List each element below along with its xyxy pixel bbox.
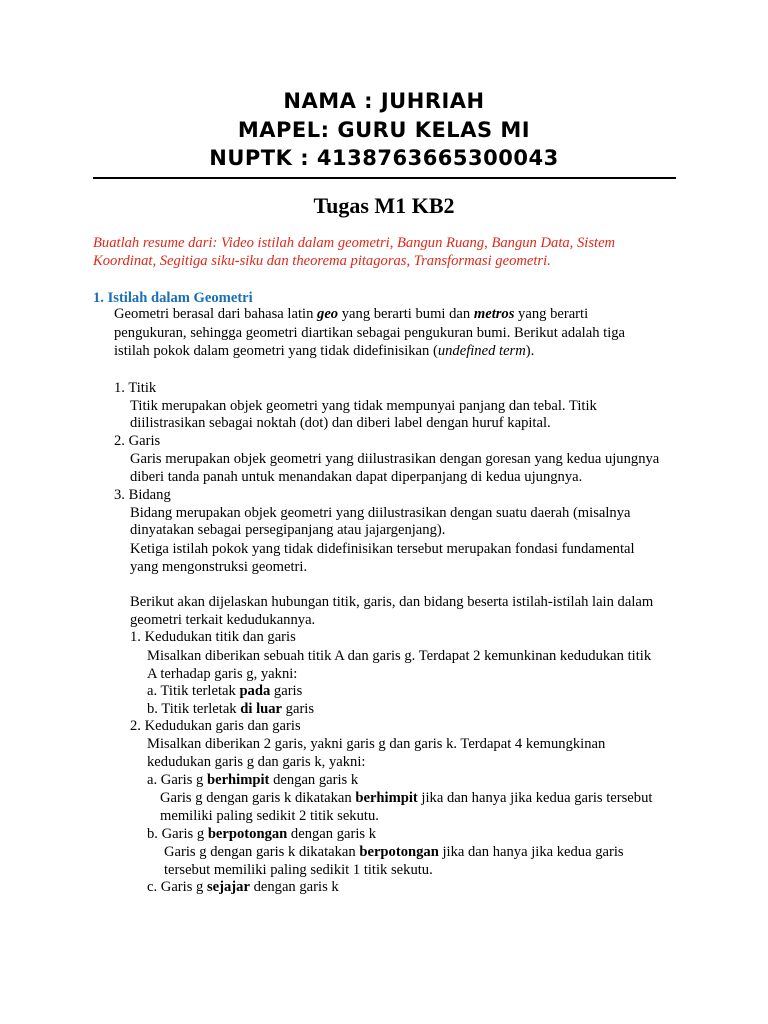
header-nama: NAMA : JUHRIAH xyxy=(283,89,485,113)
kedudukan2-line-2: kedudukan garis g dan garis k, yakni: xyxy=(147,754,366,770)
kedudukan1-label: 1. Kedudukan titik dan garis xyxy=(130,629,296,645)
berikut-line-1: Berikut akan dijelaskan hubungan titik, garis, dan bidang beserta istilah-istilah lain dalam xyxy=(130,594,654,610)
kedudukan2-item-c: c. Garis g sejajar dengan garis k xyxy=(147,879,339,895)
kedudukan1-item-a: a. Titik terletak pada garis xyxy=(147,683,303,699)
kedudukan2-item-a-desc-2: memiliki paling sedikit 2 titik sekutu. xyxy=(160,808,379,824)
kedudukan2-label: 2. Kedudukan garis dan garis xyxy=(130,718,301,734)
kedudukan1-item-b: b. Titik terletak di luar garis xyxy=(147,701,315,717)
bidang-line-1: Bidang merupakan objek geometri yang diilustrasikan dengan suatu daerah (misalnya xyxy=(130,505,631,521)
kedudukan2-item-b: b. Garis g berpotongan dengan garis k xyxy=(147,826,377,842)
bidang-line-3: Ketiga istilah pokok yang tidak didefinisikan tersebut merupakan fondasi fundamental xyxy=(130,541,635,557)
berikut-line-2: geometri terkait kedudukannya. xyxy=(130,612,316,628)
kedudukan2-line-1: Misalkan diberikan 2 garis, yakni garis g dan garis k. Terdapat 4 kemungkinan xyxy=(147,736,606,752)
intro-line-2: pengukuran, sehingga geometri diartikan sebagai pengukuran bumi. Berikut adalah tiga xyxy=(114,325,626,341)
intro-line-3: istilah pokok dalam geometri yang tidak didefinisikan (undefined term). xyxy=(114,343,535,359)
kedudukan2-item-b-desc-2: tersebut memiliki paling sedikit 1 titik sekutu. xyxy=(164,862,433,878)
kedudukan1-line-1: Misalkan diberikan sebuah titik A dan garis g. Terdapat 2 kemunkinan kedudukan titik xyxy=(147,648,652,664)
bidang-line-2: dinyatakan sebagai persegipanjang atau jajargenjang). xyxy=(130,522,446,538)
kedudukan2-item-a-desc-1: Garis g dengan garis k dikatakan berhimpit jika dan hanya jika kedua garis tersebut xyxy=(160,790,653,806)
instruction-text: Buatlah resume dari: Video istilah dalam geometri, Bangun Ruang, Bangun Data, Sistem Koordinat, Segitiga siku-siku dan theorema pitagoras, Transformasi geometri. xyxy=(93,235,616,269)
garis-label: 2. Garis xyxy=(114,433,161,449)
titik-line-1: Titik merupakan objek geometri yang tidak mempunyai panjang dan tebal. Titik xyxy=(130,398,597,414)
section-heading: 1. Istilah dalam Geometri xyxy=(93,290,253,306)
header-nuptk: NUPTK : 4138763665300043 xyxy=(209,146,559,170)
titik-label: 1. Titik xyxy=(114,380,157,396)
header-divider xyxy=(93,177,676,179)
kedudukan2-item-b-desc-1: Garis g dengan garis k dikatakan berpotongan jika dan hanya jika kedua garis xyxy=(164,844,624,860)
garis-line-1: Garis merupakan objek geometri yang diilustrasikan dengan goresan yang kedua ujungnya xyxy=(130,451,660,467)
bidang-line-4: yang mengonstruksi geometri. xyxy=(130,559,308,575)
bidang-label: 3. Bidang xyxy=(114,487,171,503)
header-mapel: MAPEL: GURU KELAS MI xyxy=(237,118,531,142)
intro-line-1: Geometri berasal dari bahasa latin geo yang berarti bumi dan metros yang berarti xyxy=(114,306,589,322)
kedudukan1-line-2: A terhadap garis g, yakni: xyxy=(147,666,298,682)
page-title: Tugas M1 KB2 xyxy=(313,193,455,218)
titik-line-2: diilistrasikan sebagai noktah (dot) dan diberi label dengan huruf kapital. xyxy=(130,415,551,431)
kedudukan2-item-a: a. Garis g berhimpit dengan garis k xyxy=(147,772,359,788)
garis-line-2: diberi tanda panah untuk menandakan dapat diperpanjang di kedua ujungnya. xyxy=(130,469,583,485)
